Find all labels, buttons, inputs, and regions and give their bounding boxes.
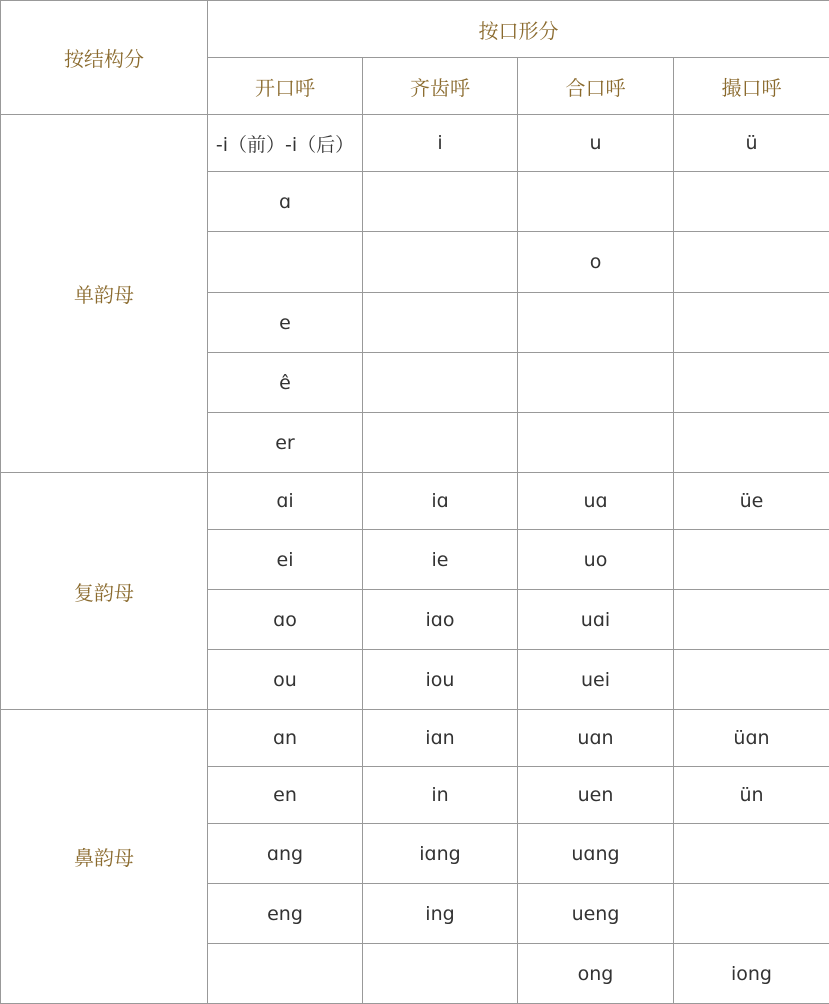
table-cell (518, 293, 674, 353)
table-cell (208, 944, 363, 1004)
table-cell (518, 413, 674, 473)
table-cell: ün (674, 767, 829, 824)
structure-header: 按结构分 (1, 1, 208, 115)
table-cell: uɑng (518, 824, 674, 884)
table-cell: -i（前）-i（后） (208, 115, 363, 172)
table-cell (674, 353, 829, 413)
table-row (1, 473, 829, 530)
table-cell: ɑng (208, 824, 363, 884)
table-cell: ɑ (208, 172, 363, 232)
table-cell: eng (208, 884, 363, 944)
table-cell (363, 353, 518, 413)
table-cell: ê (208, 353, 363, 413)
table-cell: ing (363, 884, 518, 944)
table-cell: ɑn (208, 710, 363, 767)
table-cell: o (518, 232, 674, 293)
header-row-top (1, 1, 829, 58)
table-cell: ie (363, 530, 518, 590)
table-cell: iɑn (363, 710, 518, 767)
table-cell: en (208, 767, 363, 824)
table-cell: uɑn (518, 710, 674, 767)
table-cell: ü (674, 115, 829, 172)
table-cell: i (363, 115, 518, 172)
table-cell: üe (674, 473, 829, 530)
table-cell (674, 172, 829, 232)
table-row (1, 115, 829, 172)
table-cell: ei (208, 530, 363, 590)
table-cell (363, 232, 518, 293)
table-row (1, 710, 829, 767)
table-cell: iou (363, 650, 518, 710)
table-cell: iong (674, 944, 829, 1004)
table-cell: uɑ (518, 473, 674, 530)
table-cell (674, 590, 829, 650)
table-cell (674, 293, 829, 353)
table-cell (363, 293, 518, 353)
table-cell: ong (518, 944, 674, 1004)
table-cell (674, 413, 829, 473)
table-cell (363, 413, 518, 473)
table-cell (518, 172, 674, 232)
column-header-qichi: 齐齿呼 (363, 58, 518, 115)
table-cell (518, 353, 674, 413)
column-header-hekou: 合口呼 (518, 58, 674, 115)
table-cell (674, 232, 829, 293)
table-cell: iɑo (363, 590, 518, 650)
table-cell: u (518, 115, 674, 172)
mouth-shape-header: 按口形分 (208, 1, 829, 58)
table-cell: ueng (518, 884, 674, 944)
table-cell (674, 884, 829, 944)
table-cell (674, 530, 829, 590)
table-cell: e (208, 293, 363, 353)
column-header-kaikou: 开口呼 (208, 58, 363, 115)
group-label-simple-finals: 单韵母 (1, 115, 208, 473)
table-cell (363, 172, 518, 232)
table-cell: iɑ (363, 473, 518, 530)
table-cell: in (363, 767, 518, 824)
table-cell: er (208, 413, 363, 473)
table-cell (208, 232, 363, 293)
table-cell: uɑi (518, 590, 674, 650)
table-cell: iɑng (363, 824, 518, 884)
table-cell: üɑn (674, 710, 829, 767)
table-cell (674, 650, 829, 710)
table-cell (363, 944, 518, 1004)
table-cell: uei (518, 650, 674, 710)
table-cell (674, 824, 829, 884)
table-cell: uen (518, 767, 674, 824)
column-header-cuokou: 撮口呼 (674, 58, 829, 115)
table-cell: ɑi (208, 473, 363, 530)
table-cell: ou (208, 650, 363, 710)
group-label-nasal-finals: 鼻韵母 (1, 710, 208, 1004)
table-cell: ɑo (208, 590, 363, 650)
table-cell: uo (518, 530, 674, 590)
group-label-compound-finals: 复韵母 (1, 473, 208, 710)
